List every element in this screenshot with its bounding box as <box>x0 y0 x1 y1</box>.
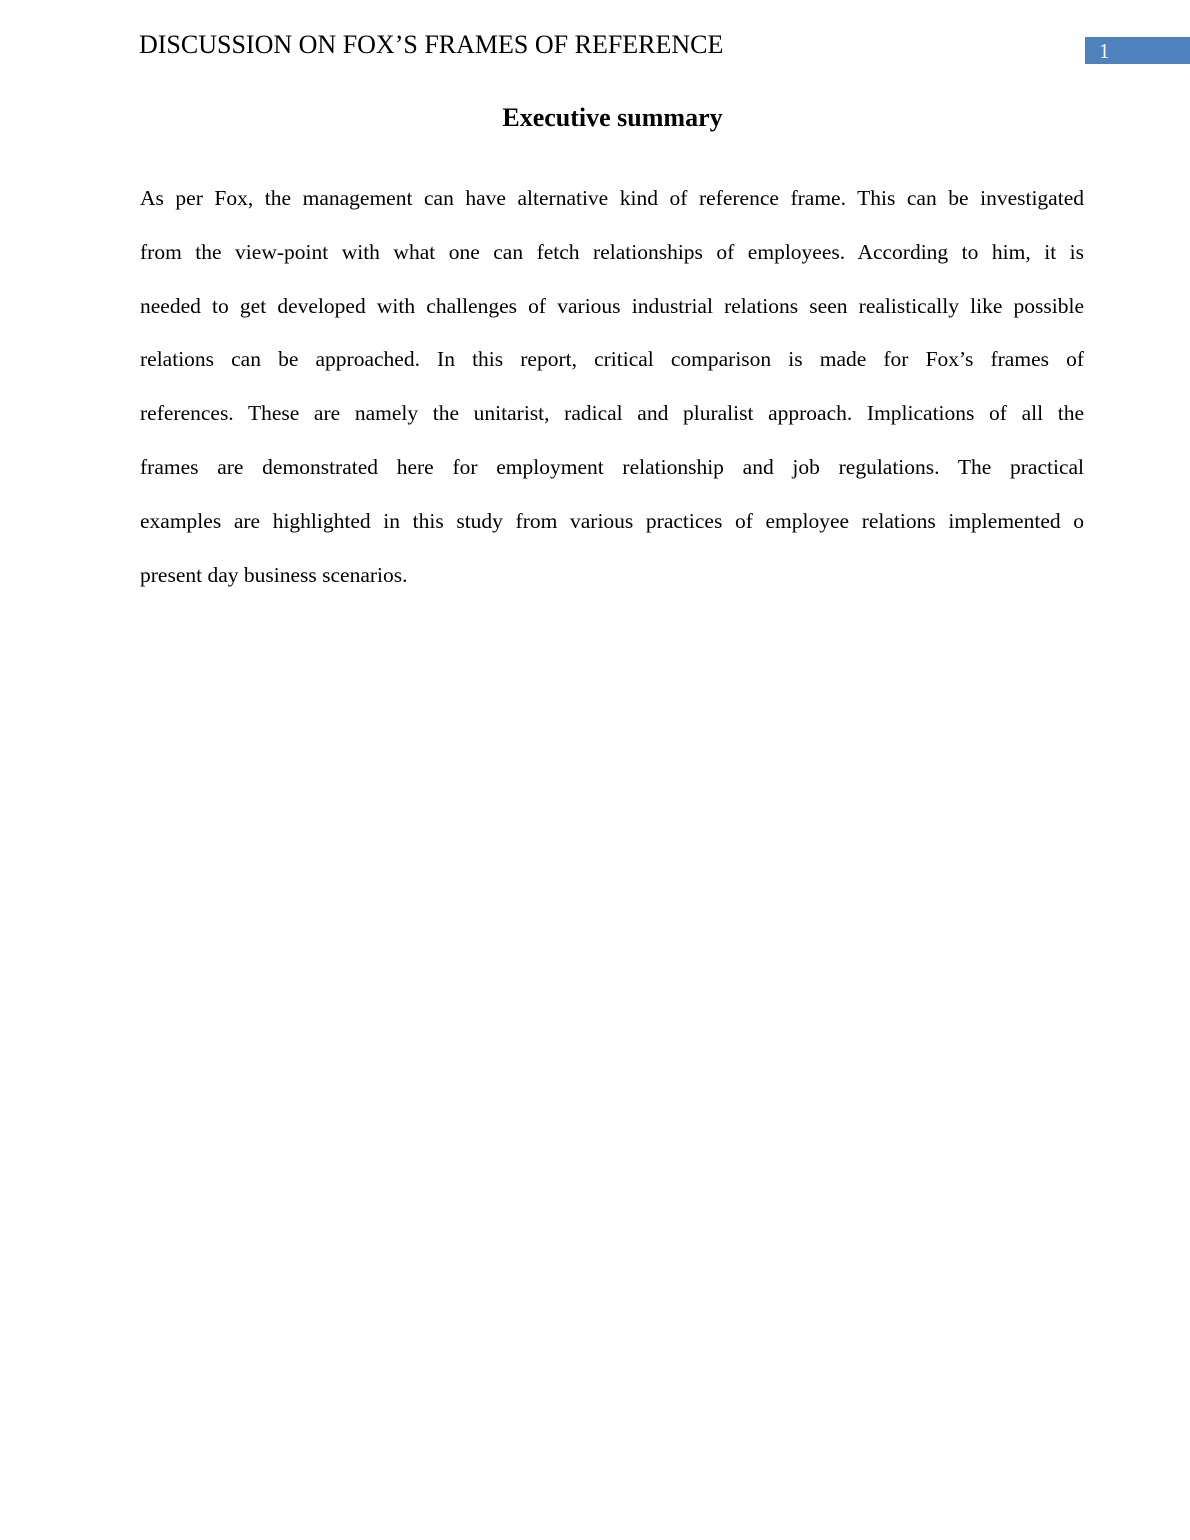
page-number-box <box>1085 37 1190 64</box>
executive-summary-paragraph <box>140 180 1084 610</box>
paragraph-line: references. These are namely the unitarist, radical and pluralist approach. Implications of all the <box>140 401 1084 426</box>
running-header-title: DISCUSSION ON FOX’S FRAMES OF REFERENCE <box>139 30 724 59</box>
section-heading: Executive summary <box>502 103 723 132</box>
paragraph-line: relations can be approached. In this report, critical comparison is made for Fox’s frames of <box>140 347 1084 372</box>
paragraph-line: As per Fox, the management can have alternative kind of reference frame. This can be investigated <box>140 186 1084 210</box>
paragraph-line: needed to get developed with challenges of various industrial relations seen realistically like possible <box>140 293 1084 318</box>
paragraph-line: examples are highlighted in this study from various practices of employee relations implemented o <box>140 508 1084 533</box>
page-number: 1 <box>1099 39 1110 63</box>
paragraph-line: from the view-point with what one can fetch relationships of employees. According to him, it is <box>140 239 1084 264</box>
paragraph-line: present day business scenarios. <box>140 562 408 587</box>
paragraph-line: frames are demonstrated here for employment relationship and job regulations. The practical <box>140 454 1084 479</box>
